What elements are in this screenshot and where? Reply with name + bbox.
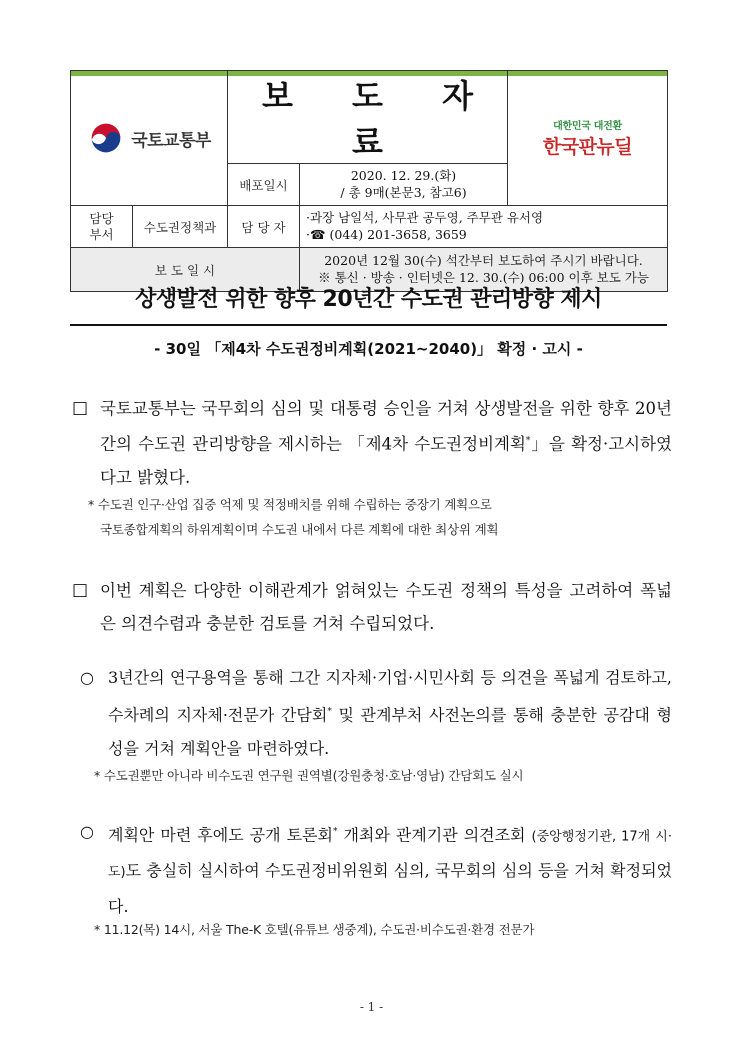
s2-text-c: (중앙행정기관, 17개 시·도) (108, 829, 672, 881)
footnote-3: * 11.12(목) 14시, 서울 The-K 호텔(유튜브 생중계), 수도권·비수도권·환경 전문가 (94, 922, 535, 937)
ministry-logo (71, 119, 227, 157)
dept-value: 수도권정책과 (133, 206, 228, 248)
newdeal-slogan: 대한민국 대전환 (553, 121, 622, 132)
s2-text-d: 도 충실히 실시하여 수도권정비위원회 심의, 국무회의 심의 등을 거쳐 확정되었다. (108, 861, 672, 917)
square-bullet-icon: □ (72, 398, 89, 418)
paragraph-1 (72, 392, 672, 494)
sub-item-2 (80, 815, 672, 924)
distribution-label: 배포일시 (228, 164, 300, 206)
manager-phone: ·☎ (044) 201-3658, 3659 (306, 226, 467, 242)
press-header-table (70, 70, 668, 292)
footnote-1-line2: 국토종합계획의 하위계획이며 수도권 내에서 다른 계획에 대한 최상위 계획 (100, 522, 499, 537)
circle-bullet-icon: ○ (80, 668, 94, 687)
p1-text-b: 」을 확정·고시하였다고 밝혔다. (100, 434, 672, 487)
release-line1: 2020년 12월 30(수) 석간부터 보도하여 주시기 바랍니다. (324, 252, 643, 268)
distribution-value (300, 164, 508, 206)
distribution-pages: / 총 9매(본문3, 참고6) (340, 184, 467, 200)
footnote-marker: * (332, 827, 338, 837)
distribution-date: 2020. 12. 29.(화) (350, 167, 457, 183)
ministry-name: 국토교통부 (131, 130, 211, 151)
newdeal-title: 한국판뉴딜 (542, 136, 633, 158)
doc-title: 보 도 자 료 (228, 71, 508, 164)
taegeuk-icon (87, 119, 125, 157)
footnote-1-line1: * 수도권 인구·산업 집중 억제 및 적정배치를 위해 수립하는 중장기 계획으로 (88, 497, 492, 512)
manager-value (300, 206, 668, 248)
ministry-logo-cell (71, 71, 228, 206)
manager-label: 담 당 자 (228, 206, 300, 248)
s1-text-b: 및 관계부처 사전논의를 통해 충분한 공감대 형성을 거쳐 계획안을 마련하였다. (108, 705, 672, 759)
manager-names: ·과장 남일석, 사무관 공두영, 주무관 유서영 (306, 209, 544, 225)
p1-text-a: 국토교통부는 국무회의 심의 및 대통령 승인을 거쳐 상생발전을 위한 향후 20년간의 수도권 관리방향을 제시하는 「제4차 수도권정비계획 (100, 399, 672, 454)
sub-item-1 (80, 661, 672, 766)
circle-bullet-icon: ○ (80, 822, 94, 841)
paragraph-2 (72, 574, 672, 640)
title-divider (70, 324, 667, 326)
release-line2: ※ 통신 · 방송 · 인터넷은 12. 30.(수) 06:00 이후 보도 가능 (318, 269, 649, 285)
dept-label: 담당 부서 (71, 206, 133, 248)
subtitle: - 30일 「제4차 수도권정비계획(2021~2040)」 확정 · 고시 - (154, 340, 583, 358)
s2-text-b: 개최와 관계기관 의견조회 (337, 825, 526, 845)
footnote-marker: * (327, 707, 332, 717)
p2-text: 이번 계획은 다양한 이해관계가 얽혀있는 수도권 정책의 특성을 고려하여 폭넓은 의견수렴과 충분한 검토를 거쳐 수립되었다. (100, 581, 672, 633)
footnote-2: * 수도권뿐만 아니라 비수도권 연구원 권역별(강원충청·호남·영남) 간담회도 실시 (94, 768, 524, 783)
page-number: - 1 - (359, 1000, 384, 1014)
square-bullet-icon: □ (72, 580, 89, 600)
release-label: 보 도 일 시 (71, 248, 300, 292)
s2-text-a: 계획안 마련 후에도 공개 토론회 (108, 825, 333, 845)
footnote-marker: * (525, 436, 531, 446)
newdeal-logo (508, 71, 668, 206)
main-title: 상생발전 위한 향후 20년간 수도권 관리방향 제시 (135, 287, 602, 312)
s1-text-a: 3년간의 연구용역을 통해 그간 지자체·기업·시민사회 등 의견을 폭넓게 검토하고, 수차례의 지자체·전문가 간담회 (108, 668, 672, 725)
